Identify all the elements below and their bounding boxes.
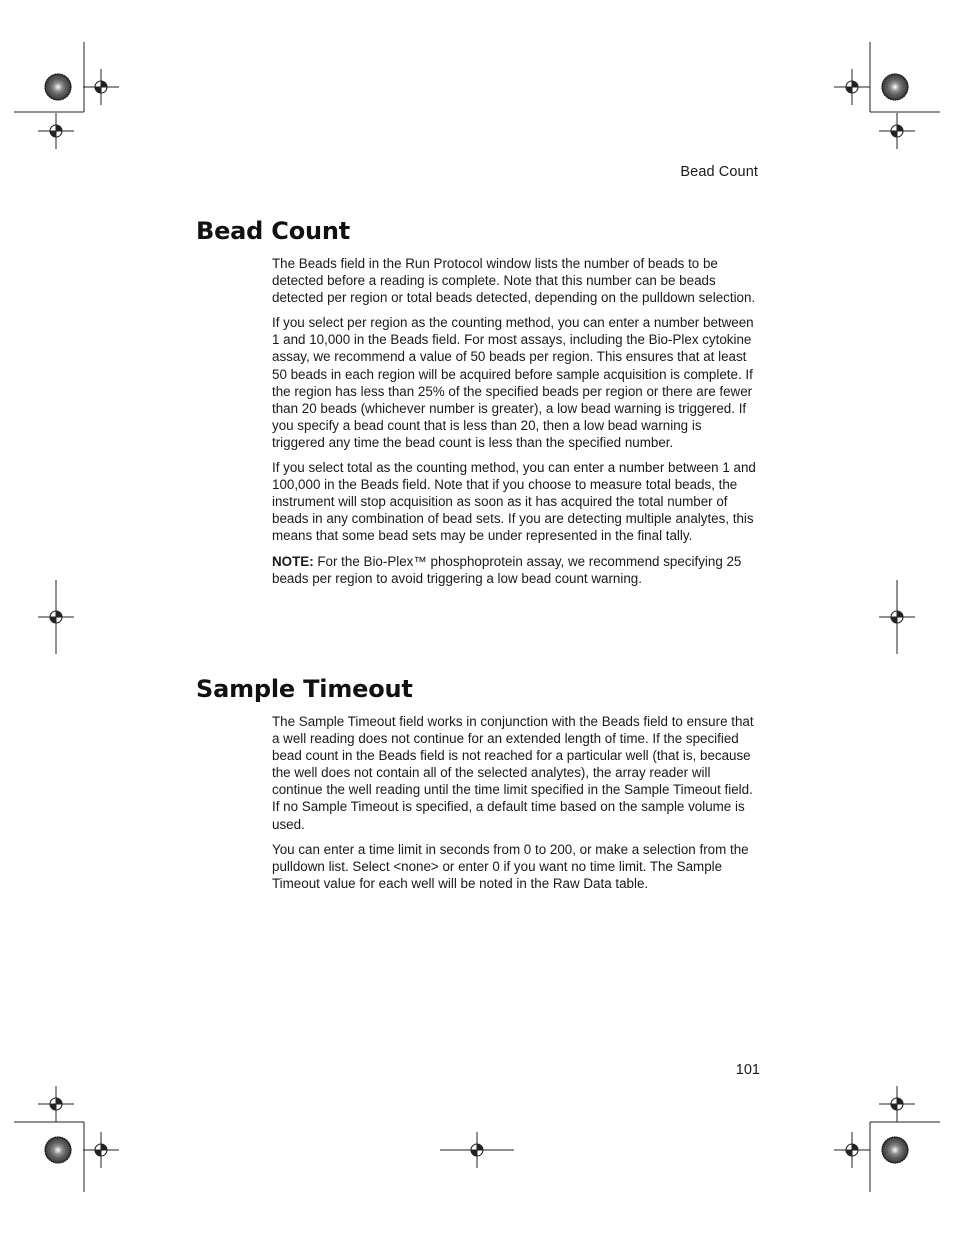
note-label: NOTE: xyxy=(272,553,314,569)
running-head: Bead Count xyxy=(680,164,758,180)
sample-timeout-section xyxy=(272,713,758,900)
paragraph: The Sample Timeout field works in conjunction with the Beads field to ensure that a well reading does not continue for an extended length of time. If the specified bead count in the Beads field is not reached for a particular well (that is, because the well does not contain all of the selected analytes), the array reader will continue the well reading until the time limit specified in the Sample Timeout field. If no Sample Timeout is specified, a default time based on the sample volume is used. xyxy=(272,714,754,832)
note-text: For the Bio-Plex™ phosphoprotein assay, we recommend specifying 25 beads per region to avoid triggering a low bead count warning. xyxy=(272,553,742,586)
section-heading-sample-timeout: Sample Timeout xyxy=(196,675,413,703)
paragraph: If you select total as the counting method, you can enter a number between 1 and 100,000 in the Beads field. Note that if you choose to measure total beads, the instrument will stop acquisition as soon as it has acquired the total number of beads in any combination of bead sets. If you are detecting multiple analytes, this means that some bead sets may be under represented in the final tally. xyxy=(272,460,756,544)
section-heading-bead-count: Bead Count xyxy=(196,217,351,245)
paragraph: If you select per region as the counting method, you can enter a number between 1 and 10,000 in the Beads field. For most assays, including the Bio-Plex cytokine assay, we recommend a value of 50 beads per region. This ensures that at least 50 beads in each region will be acquired before sample acquisition is complete. If the region has less than 25% of the specified beads per region or there are fewer than 20 beads (whichever number is greater), a low bead warning is triggered. If you specify a bead count that is less than 20, then a low bead warning is triggered any time the bead count is less than the specified number. xyxy=(272,315,754,450)
paragraph: The Beads field in the Run Protocol window lists the number of beads to be detected before a reading is complete. Note that this number can be beads detected per region or total beads detected, depending on the pulldown selection. xyxy=(272,256,756,306)
paragraph: You can enter a time limit in seconds from 0 to 200, or make a selection from the pulldown list. Select <none> or enter 0 if you want no time limit. The Sample Timeout value for each well will be noted in the Raw Data table. xyxy=(272,841,749,891)
bead-count-section xyxy=(272,255,758,595)
note-paragraph xyxy=(272,553,758,587)
page-number: 101 xyxy=(735,1062,760,1078)
